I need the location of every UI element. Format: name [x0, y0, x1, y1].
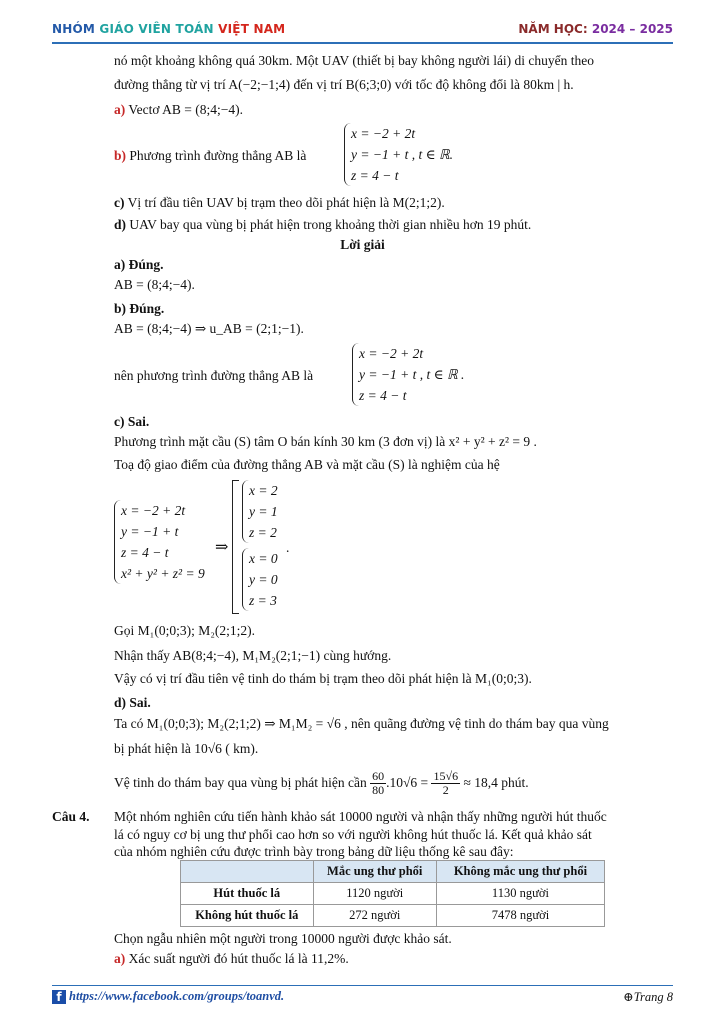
table-header: Mắc ung thư phổi [313, 861, 436, 883]
table-cell: 1120 người [313, 883, 436, 905]
table-row [181, 905, 605, 927]
equation-system-3 [114, 500, 205, 584]
solution-a-label: a) Đúng. [114, 257, 164, 272]
equation: y = −1 + t , t ∈ ℝ. [351, 147, 454, 162]
text-line: bị phát hiện là 10√6 ( km). [114, 741, 259, 756]
school-year [518, 22, 673, 36]
equation-system-2 [352, 343, 464, 406]
option-4a [114, 950, 349, 968]
option-d [114, 216, 531, 234]
denominator: 80 [372, 783, 385, 798]
text-line: của nhóm nghiên cứu được trình bày trong bảng dữ liệu thống kê sau đây: [114, 844, 514, 859]
facebook-group-link[interactable]: https://www.facebook.com/groups/toanvd. [69, 989, 285, 1003]
text-segment: ≈ 18,4 phút. [463, 775, 529, 790]
option-text: Phương trình đường thẳng AB là [126, 148, 307, 163]
equation: x = −2 + 2t [121, 503, 186, 518]
text-line: Vậy có vị trí đầu tiên vệ tinh do thám bị trạm theo dõi phát hiện là M₁(0;0;3). [114, 671, 532, 686]
year-label: NĂM HỌC: [518, 22, 592, 36]
solution-d-label: d) Sai. [114, 695, 151, 710]
option-text: Vị trí đầu tiên UAV bị trạm theo dõi phát hiện là M(2;1;2). [124, 195, 445, 210]
option-text: Vectơ AB = (8;4;−4). [125, 102, 243, 117]
year-value: 2024 – 2025 [591, 22, 673, 36]
page-header [52, 18, 673, 44]
table-cell: 272 người [313, 905, 436, 927]
text-segment: .10√6 = [386, 775, 429, 790]
solution-b-label: b) Đúng. [114, 301, 165, 316]
option-label: a) [114, 951, 126, 966]
text-line: nó một khoảng không quá 30km. Một UAV (thiết bị bay không người lái) di chuyển theo [114, 53, 595, 68]
equation: x = −2 + 2t [351, 126, 416, 141]
equation: y = 1 [249, 504, 278, 519]
implies-symbol: ⇒ [215, 539, 229, 556]
option-label: a) [114, 102, 126, 117]
option-label: b) [114, 148, 127, 163]
equation: z = 4 − t [359, 388, 407, 403]
text-segment: Vệ tinh do thám bay qua vùng bị phát hiện cần [114, 775, 367, 790]
option-text: Xác suất người đó hút thuốc lá là 11,2%. [125, 951, 349, 966]
table-cell: Không hút thuốc lá [181, 905, 314, 927]
numerator: 60 [372, 769, 385, 784]
brand-part-3: VIỆT NAM [218, 22, 286, 36]
question-4-label: Câu 4. [52, 809, 90, 824]
time-calculation [114, 766, 529, 800]
page-footer [52, 985, 673, 1008]
solution-heading: Lời giải [340, 237, 385, 252]
text-line: Gọi M₁(0;0;3); M₂(2;1;2). [114, 623, 256, 638]
brand-part-2: GIÁO VIÊN TOÁN [99, 22, 219, 36]
solution-c-label: c) Sai. [114, 414, 150, 429]
text-line: nên phương trình đường thẳng AB là [114, 368, 314, 383]
table-header: Không mắc ung thư phổi [436, 861, 604, 883]
option-c [114, 194, 445, 212]
denominator: 2 [442, 783, 449, 798]
option-label: d) [114, 217, 127, 232]
table-header [181, 861, 314, 883]
fraction-15sqrt6-2 [431, 770, 460, 797]
solution-set-2 [242, 548, 278, 611]
equation-system-1 [344, 123, 453, 186]
text-line: Một nhóm nghiên cứu tiến hành khảo sát 10000 người và nhận thấy những người hút thuốc [114, 809, 607, 824]
equation: x = 0 [249, 551, 278, 566]
equation: x = 2 [249, 483, 278, 498]
text-line: Nhận thấy AB(8;4;−4), M₁M₂(2;1;−1) cùng hướng. [114, 648, 392, 663]
brand-part-1: NHÓM [52, 22, 100, 36]
equation: z = 4 − t [121, 545, 169, 560]
table-row [181, 883, 605, 905]
statistics-table [180, 860, 605, 927]
table-cell: 7478 người [436, 905, 604, 927]
page-number: ⊕Trang 8 [623, 990, 673, 1004]
numerator: 15√6 [433, 769, 459, 784]
fraction-60-80 [370, 770, 386, 797]
option-a [114, 101, 243, 119]
equation: z = 3 [249, 593, 277, 608]
option-label: c) [114, 195, 125, 210]
text-line: lá có nguy cơ bị ung thư phổi cao hơn so với người không hút thuốc lá. Kết quả khảo sát [114, 827, 592, 842]
text-line: Phương trình mặt cầu (S) tâm O bán kính 30 km (3 đơn vị) là x² + y² + z² = 9 . [114, 434, 537, 449]
text-line: Ta có M₁(0;0;3); M₂(2;1;2) ⇒ M₁M₂ = √6 , nên quãng đường vệ tinh do thám bay qua vùng [114, 716, 609, 731]
text-line: Toạ độ giao điểm của đường thẳng AB và mặt cầu (S) là nghiệm của hệ [114, 457, 500, 472]
text-line: đường thẳng từ vị trí A(−2;−1;4) đến vị trí B(6;3;0) với tốc độ không đổi là 80km | h. [114, 77, 574, 92]
equation: y = 0 [249, 572, 278, 587]
option-text: UAV bay qua vùng bị phát hiện trong khoảng thời gian nhiều hơn 19 phút. [126, 217, 532, 232]
brand-title [52, 22, 285, 36]
table-header-row [181, 861, 605, 883]
equation: x² + y² + z² = 9 [121, 566, 205, 581]
facebook-icon: f [52, 990, 66, 1004]
equation: x = −2 + 2t [359, 346, 424, 361]
solution-end: . [286, 540, 290, 555]
option-b [114, 147, 306, 165]
text-line: Chọn ngẫu nhiên một người trong 10000 người được khảo sát. [114, 931, 452, 946]
equation: y = −1 + t [121, 524, 179, 539]
equation: y = −1 + t , t ∈ ℝ . [359, 367, 465, 382]
equation: z = 2 [249, 525, 277, 540]
table-cell: 1130 người [436, 883, 604, 905]
text-line: AB = (8;4;−4). [114, 277, 195, 292]
solution-set-1 [242, 480, 278, 543]
table-cell: Hút thuốc lá [181, 883, 314, 905]
solution-bracket [232, 480, 239, 614]
text-line: AB = (8;4;−4) ⇒ u_AB = (2;1;−1). [114, 321, 304, 336]
equation: z = 4 − t [351, 168, 399, 183]
